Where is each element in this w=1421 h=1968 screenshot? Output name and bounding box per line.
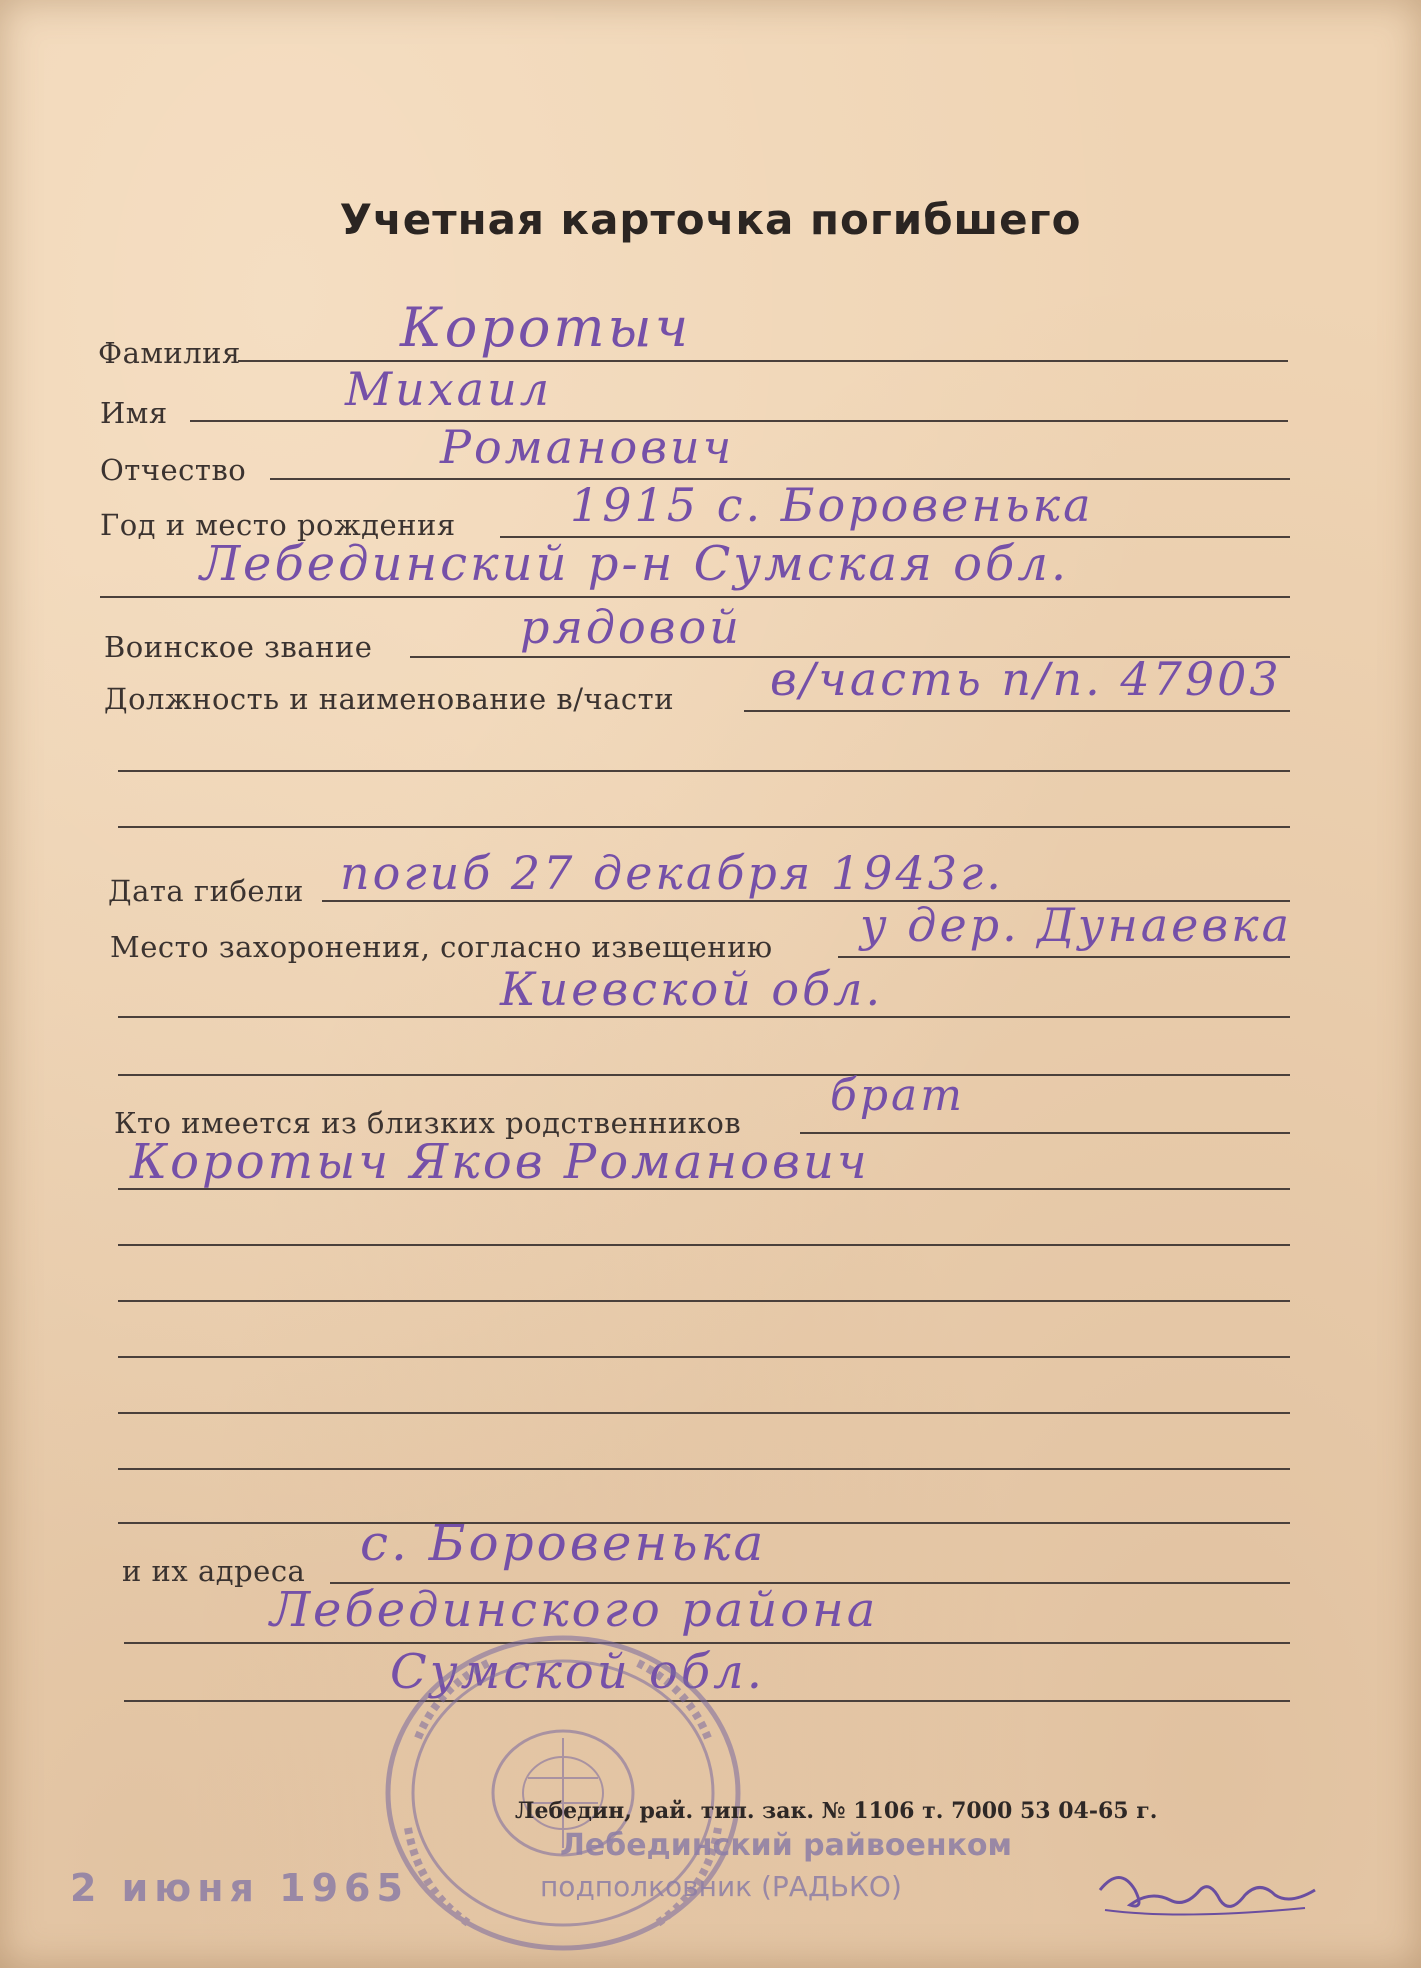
surname-value: Коротыч [400,296,692,359]
burial-value-1: у дер. Дунаевка [860,898,1293,952]
name-value: Михаил [345,362,553,416]
position-line-3 [118,826,1290,828]
address-label: и их адреса [122,1554,306,1588]
name-line [190,420,1288,422]
birth-line-2 [100,596,1290,598]
death-date-value: погиб 27 декабря 1943г. [340,846,1004,900]
blank-line-4 [118,1412,1290,1414]
position-line [744,710,1290,712]
address-value-1: с. Боровенька [360,1514,767,1572]
relatives-value-1: брат [830,1070,965,1121]
address-value-3: Сумской обл. [390,1644,765,1700]
name-label: Имя [100,396,168,430]
position-label: Должность и наименование в/части [104,682,675,716]
burial-line-3 [118,1074,1290,1076]
round-seal [378,1628,748,1958]
signature [1090,1860,1320,1930]
blank-line-3 [118,1356,1290,1358]
relatives-value-2: Коротыч Яков Романович [130,1134,870,1190]
rank-label: Воинское звание [104,630,373,664]
blank-line-5 [118,1468,1290,1470]
birth-value-1: 1915 с. Боровенька [570,478,1094,532]
position-line-2 [118,770,1290,772]
blank-line-1 [118,1244,1290,1246]
patronymic-value: Романович [440,420,735,474]
position-value: в/часть п/п. 47903 [770,652,1282,706]
burial-label: Место захоронения, согласно извещению [110,930,773,964]
address-value-2: Лебединского района [270,1582,879,1638]
stamp-authority: Лебединский райвоенком [560,1828,1013,1863]
surname-label: Фамилия [98,336,241,370]
rank-value: рядовой [520,600,742,654]
blank-line-2 [118,1300,1290,1302]
relatives-label: Кто имеется из близких родственников [114,1106,742,1140]
birth-value-2: Лебединский р-н Сумская обл. [200,536,1070,592]
stamp-date: 2 июня 1965 [70,1866,409,1910]
relatives-line [800,1132,1290,1134]
printing-imprint: Лебедин, рай. тип. зак. № 1106 т. 7000 53 04-65 г. [515,1798,1158,1824]
card-title: Учетная карточка погибшего [339,195,1082,244]
death-date-label: Дата гибели [108,874,304,908]
stamp-officer: подполковник (РАДЬКО) [540,1870,902,1903]
burial-value-2: Киевской обл. [500,962,884,1016]
burial-line-2 [118,1016,1290,1018]
birth-label: Год и место рождения [100,508,456,542]
burial-line [838,956,1290,958]
patronymic-label: Отчество [100,453,247,487]
